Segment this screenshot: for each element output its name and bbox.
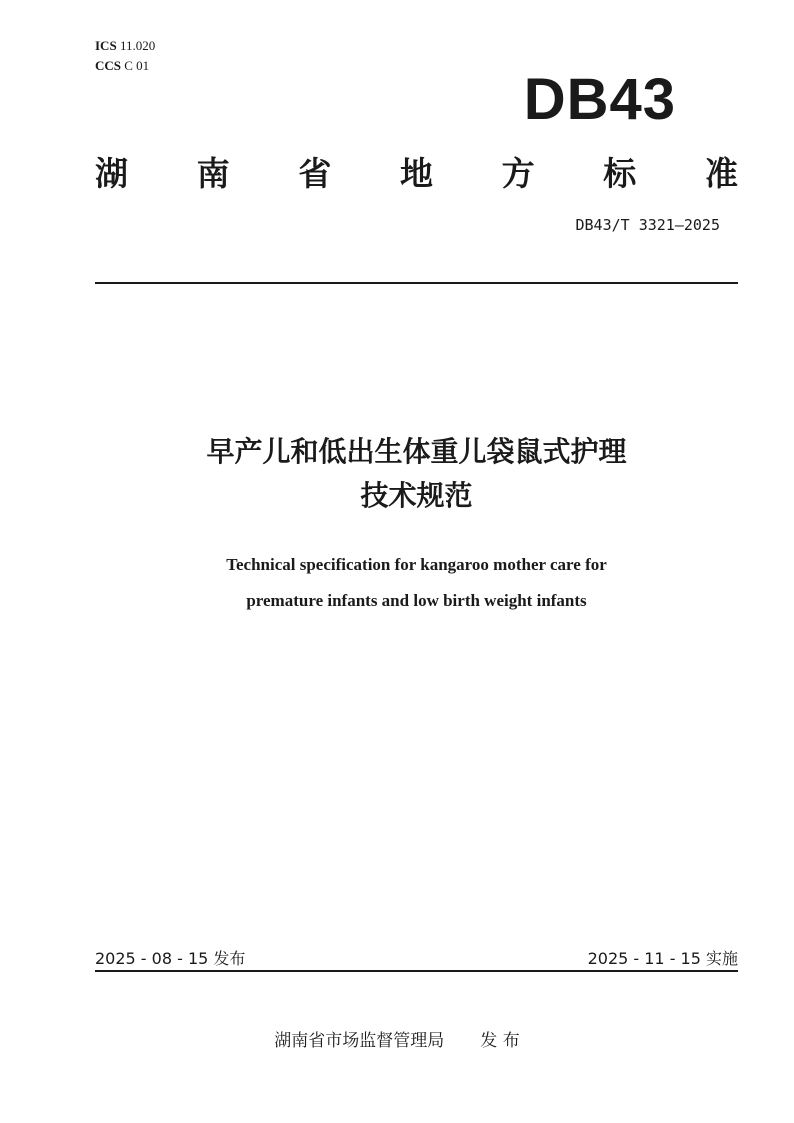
publisher-line [0, 1026, 794, 1051]
classification-codes [95, 36, 155, 76]
top-divider [95, 282, 738, 284]
standard-category-char: 湖 [95, 153, 128, 193]
standard-category-char: 地 [399, 153, 433, 193]
standard-category-char: 标 [603, 153, 637, 193]
chinese-title-line: 早产儿和低出生体重儿袋鼠式护理 [206, 435, 627, 468]
english-title-line: premature infants and low birth weight infants [246, 591, 587, 610]
ccs-code [95, 56, 155, 76]
publish-action: 发 布 [480, 1031, 520, 1051]
standard-category-char: 准 [704, 153, 738, 193]
ics-code [95, 36, 155, 56]
standard-category-title [95, 148, 738, 194]
english-title-line: Technical specification for kangaroo mother care for [226, 555, 607, 574]
standard-category-char: 方 [501, 153, 535, 193]
standard-category-char: 南 [196, 153, 230, 193]
english-title [95, 547, 738, 619]
standard-category-char: 省 [298, 153, 332, 193]
ccs-label: CCS [95, 58, 122, 73]
chinese-title [95, 430, 738, 518]
db43-logo: DB43 [523, 67, 676, 132]
ccs-value: C 01 [124, 58, 150, 73]
issue-date: 2025 - 08 - 15 发布 [95, 949, 246, 968]
publisher-name: 湖南省市场监督管理局 [274, 1031, 445, 1051]
implementation-date: 2025 - 11 - 15 实施 [587, 949, 738, 968]
chinese-title-line: 技术规范 [360, 479, 473, 512]
ics-value: 11.020 [119, 38, 156, 53]
ics-label: ICS [95, 38, 117, 53]
standard-number: DB43/T 3321—2025 [575, 216, 720, 234]
bottom-divider [95, 970, 738, 972]
